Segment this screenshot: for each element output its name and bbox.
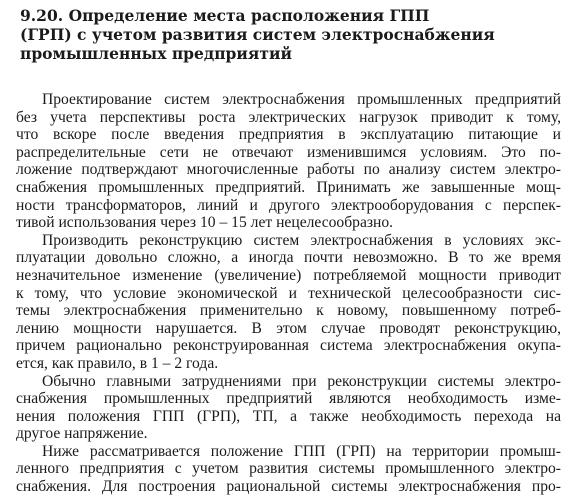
- section-title-line-2: (ГРП) с учетом развития систем электроснабжения: [20, 25, 495, 44]
- body-text: [16, 91, 561, 496]
- text-line: ленного предприятия с учетом развития системы промышленного электро-: [16, 460, 561, 478]
- paragraph-4: [16, 443, 561, 496]
- text-line: незначительное изменение (увеличение) потребляемой мощности приводит: [16, 266, 561, 284]
- section-title-line-3: промышленных предприятий: [20, 44, 292, 63]
- text-line: ется, как правило, в 1 – 2 года.: [16, 354, 219, 372]
- text-line: снабжения промышленных предприятий. Принимать же завышенные мощ-: [16, 178, 561, 196]
- text-line: причем рационально реконструированная система электроснабжения окупа-: [16, 337, 561, 355]
- text-line: распределительные сети не отвечают изменившимся условиям. Это по-: [16, 143, 561, 161]
- text-line: Обычно главными затруднениями при реконструкции системы электро-: [42, 372, 561, 390]
- text-line: Производить реконструкцию систем электроснабжения в условиях экс-: [42, 231, 561, 249]
- section-title-line-1: [20, 6, 540, 25]
- text-line: снабжения. Для построения рациональной системы электроснабжения про-: [16, 478, 561, 496]
- text-line: темы электроснабжения применительно к новому, повышенному потреб-: [16, 302, 561, 320]
- text-line: другое напряжение.: [16, 425, 148, 443]
- paragraph-1: [16, 91, 561, 232]
- text-line: плуатации довольно сложно, а иногда почти невозможно. В то же время: [16, 249, 561, 267]
- text-line: снабжения промышленных предприятий являются необходимость изме-: [16, 390, 561, 408]
- text-line: Ниже рассматривается положение ГПП (ГРП) на территории промыш-: [42, 442, 561, 460]
- text-line: лению мощности нарушается. В этом случае проводят реконструкцию,: [16, 319, 561, 337]
- section-title-text: Определение места расположения ГПП: [68, 6, 430, 25]
- section-heading: [20, 6, 540, 63]
- paragraph-2: [16, 232, 561, 373]
- text-line: что вскоре после введения предприятия в эксплуатацию питающие и: [16, 126, 561, 144]
- text-line: нения положения ГПП (ГРП), ТП, а также необходимость перехода на: [16, 407, 561, 425]
- text-line: Проектирование систем электроснабжения промышленных предприятий: [42, 91, 561, 108]
- text-line: к тому, что условие экономической и технической целесообразности сис-: [16, 284, 561, 302]
- section-number: 9.20.: [20, 6, 64, 25]
- paragraph-3: [16, 373, 561, 443]
- text-line: тивой использования через 10 – 15 лет нецелесообразно.: [16, 214, 394, 232]
- text-line: без учета перспективы роста электрических нагрузок приводит к тому,: [16, 108, 561, 126]
- text-line: ности трансформаторов, линий и другого электрооборудования с перспек-: [16, 196, 561, 214]
- text-line: ложение подтверждают многочисленные работы по анализу систем электро-: [16, 161, 561, 179]
